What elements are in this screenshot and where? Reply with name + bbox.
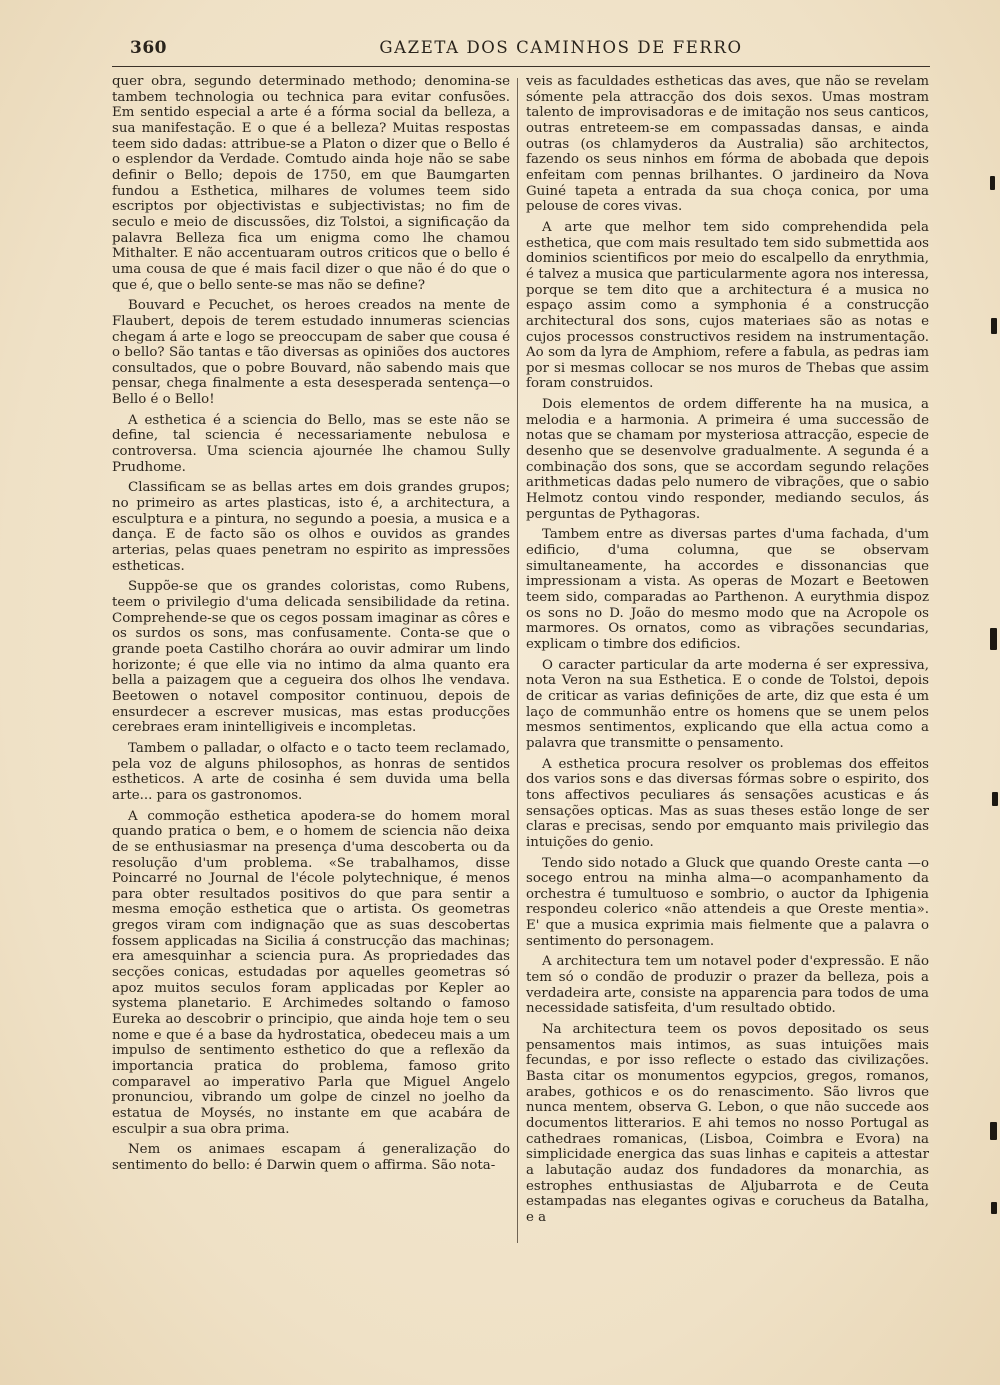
- scan-speck: [990, 176, 995, 190]
- scan-speck: [991, 318, 997, 334]
- paragraph: A esthetica procura resolver os problemas dos effeitos dos varios sons e das diversas fórmas sobre o espirito, dos tons affectivos peculiares ás sensações acusticas e ás sensações opticas. Mas as suas theses estão longe de ser claras e precisas, sendo por emquanto mais privilegio das intuições do genio.: [526, 756, 929, 850]
- paragraph: A architectura tem um notavel poder d'expressão. E não tem só o condão de produzir o prazer da belleza, pois a verdadeira arte, consiste na apparencia para todos de uma necessidade satisfeita, d'um resultado obtido.: [526, 954, 929, 1017]
- paragraph: O caracter particular da arte moderna é ser expressiva, nota Veron na sua Esthetica. E o conde de Tolstoi, depois de criticar as varias definições de arte, diz que esta é um laço de communhão entre os homens que se unem pelos mesmos sentimentos, explicando que ella actua como a palavra que transmitte o pensamento.: [526, 657, 929, 751]
- paragraph: Tambem entre as diversas partes d'uma fachada, d'um edificio, d'uma columna, que se observam simultaneamente, ha accordes e dissonancias que impressionam a vista. As operas de Mozart e Beetowen teem sido, comparadas ao Parthenon. A eurythmia dispoz os sons no D. João do mesmo modo que na Acropole os marmores. Os ornatos, como as vibrações secundarias, explicam o timbre dos edificios.: [526, 527, 929, 652]
- running-title: GAZETA DOS CAMINHOS DE FERRO: [379, 38, 743, 57]
- paragraph: Bouvard e Pecuchet, os heroes creados na mente de Flaubert, depois de terem estudado innumeras sciencias chegam á arte e logo se preoccupam de saber que cousa é o bello? São tantas e tão diversas as opiniões dos auctores consultados, que o pobre Bouvard, não sabendo mais que pensar, chega finalmente a esta desesperada sentença—o Bello é o Bello!: [112, 298, 510, 408]
- paragraph: A commoção esthetica apodera-se do homem moral quando pratica o bem, e o homem de sciencia não deixa de se enthusiasmar na presença d'uma descoberta ou da resolução d'um problema. «Se trabalhamos, disse Poincarré no Journal de l'école polytechnique, é menos para obter resultados positivos do que para sentir a mesma emoção esthetica que o artista. Os geometras gregos viram com indignação que as suas descobertas fossem applicadas na Sicilia á construcção das machinas; era amesquinhar a sciencia pura. As propriedades das secções conicas, estudadas por aquelles geometras só apoz muitos seculos foram applicadas por Kepler ao systema planetario. E Archimedes soltando o famoso Eureka ao descobrir o principio, que ainda hoje tem o seu nome e que é a base da hydrostatica, obedeceu mais a um impulso de sentimento esthetico do que a reflexão da importancia pratica do problema, famoso grito comparavel ao imperativo Parla que Miguel Angelo pronunciou, vibrando um golpe de cinzel no joelho da estatua de Moysés, no instante em que acabára de esculpir a sua obra prima.: [112, 808, 510, 1137]
- paragraph: Na architectura teem os povos depositado os seus pensamentos mais intimos, as suas intuições mais fecundas, e por isso reflecte o estado das civilizações. Basta citar os monumentos egypcios, gregos, romanos, arabes, gothicos e os do renascimento. São livros que nunca mentem, observa G. Lebon, o que não succede aos documentos litterarios. E ahi temos no nosso Portugal as cathedraes romanicas, (Lisboa, Coimbra e Evora) na simplicidade energica das suas linhas e capiteis a attestar a labutação audaz dos fundadores da monarchia, as estrophes enthusiastas de Aljubarrota e de Ceuta estampadas nas elegantes ogivas e corucheus da Batalha, e a: [526, 1022, 929, 1225]
- paragraph: veis as faculdades estheticas das aves, que não se revelam sómente pela attracção dos dois sexos. Umas mostram talento de improvisadoras e de imitação nos seus canticos, outras entreteem-se em compassadas dansas, e ainda outras (os chlamyderos da Australia) são architectos, fazendo os seus ninhos em fórma de abobada que depois enfeitam com pennas brilhantes. O jardineiro da Nova Guiné tapeta a entrada da sua choça conica, por uma pelouse de cores vivas.: [526, 74, 929, 215]
- paragraph: Dois elementos de ordem differente ha na musica, a melodia e a harmonia. A primeira é uma successão de notas que se chamam por mysteriosa attracção, especie de desenho que se desenvolve gradualmente. A segunda é a combinação dos sons, que se accordam segundo relações arithmeticas dadas pelo numero de vibrações, que o sabio Helmotz contou vindo responder, mediando seculos, ás perguntas de Pythagoras.: [526, 397, 929, 522]
- right-column: [526, 74, 929, 1264]
- scan-speck: [990, 1122, 997, 1140]
- left-column: [112, 74, 510, 1264]
- paragraph: Tambem o palladar, o olfacto e o tacto teem reclamado, pela voz de alguns philosophos, as honras de sentidos estheticos. A arte de cosinha é sem duvida uma bella arte... para os gastronomos.: [112, 740, 510, 803]
- paragraph: A esthetica é a sciencia do Bello, mas se este não se define, tal sciencia é necessariamente nebulosa e controversa. Uma sciencia ajournée lhe chamou Sully Prudhome.: [112, 412, 510, 475]
- paragraph: Nem os animaes escapam á generalização do sentimento do bello: é Darwin quem o affirma. São nota-: [112, 1142, 510, 1173]
- page-number: 360: [130, 38, 167, 58]
- paragraph: A arte que melhor tem sido comprehendida pela esthetica, que com mais resultado tem sido submettida aos dominios scientificos por meio do escalpello da enrythmia, é talvez a musica que particularmente agora nos interessa, porque se tem dito que a architectura é a musica no espaço assim como a symphonia é a construcção architectural dos sons, cujos materiaes são as notas e cujos processos constructivos residem na instrumentação. Ao som da lyra de Amphiom, refere a fabula, as pedras iam por si mesmas collocar se nos muros de Thebas que assim foram construidos.: [526, 219, 929, 392]
- scan-speck: [990, 628, 997, 650]
- column-divider: [517, 78, 518, 1243]
- paragraph: Tendo sido notado a Gluck que quando Oreste canta —o socego entrou na minha alma—o acompanhamento da orchestra é tumultuoso e sombrio, o auctor da Iphigenia respondeu colerico «não attendeis a que Oreste mentia». E' que a musica exprimia mais fielmente que a palavra o sentimento do personagem.: [526, 855, 929, 949]
- page-header: [112, 36, 930, 67]
- paragraph: quer obra, segundo determinado methodo; denomina-se tambem technologia ou technica para evitar confusões. Em sentido especial a arte é a fórma social da belleza, a sua manifestação. E o que é a belleza? Muitas respostas teem sido dadas: attribue-se a Platon o dizer que o Bello é o esplendor da Verdade. Comtudo ainda hoje não se sabe definir o Bello; depois de 1750, em que Baumgarten fundou a Esthetica, milhares de volumes teem sido escriptos por objectivistas e subjectivistas; no fim de seculo e meio de discussões, diz Tolstoi, a significação da palavra Belleza fica um enigma como lhe chamou Mithalter. E não accentuaram outros criticos que o bello é uma cousa de que é mais facil dizer o que não é do que o que é, que o bello sente-se mas não se define?: [112, 74, 510, 293]
- paragraph: Suppõe-se que os grandes coloristas, como Rubens, teem o privilegio d'uma delicada sensibilidade da retina. Comprehende-se que os cegos possam imaginar as côres e os surdos os sons, mas confusamente. Conta-se que o grande poeta Castilho chorára ao ouvir admirar um lindo horizonte; é que elle via no intimo da alma quanto era bella a paizagem que a cegueira dos olhos lhe vendava. Beetowen o notavel compositor continuou, depois de ensurdecer a escrever musicas, mas estas producções cerebraes eram inintelligiveis e incompletas.: [112, 579, 510, 736]
- paragraph: Classificam se as bellas artes em dois grandes grupos; no primeiro as artes plasticas, isto é, a architectura, a esculptura e a pintura, no segundo a poesia, a musica e a dança. E de facto são os olhos e ouvidos as grandes arterias, pelas quaes penetram no espirito as impressões estheticas.: [112, 480, 510, 574]
- scan-speck: [992, 792, 998, 806]
- scan-speck: [991, 1202, 997, 1214]
